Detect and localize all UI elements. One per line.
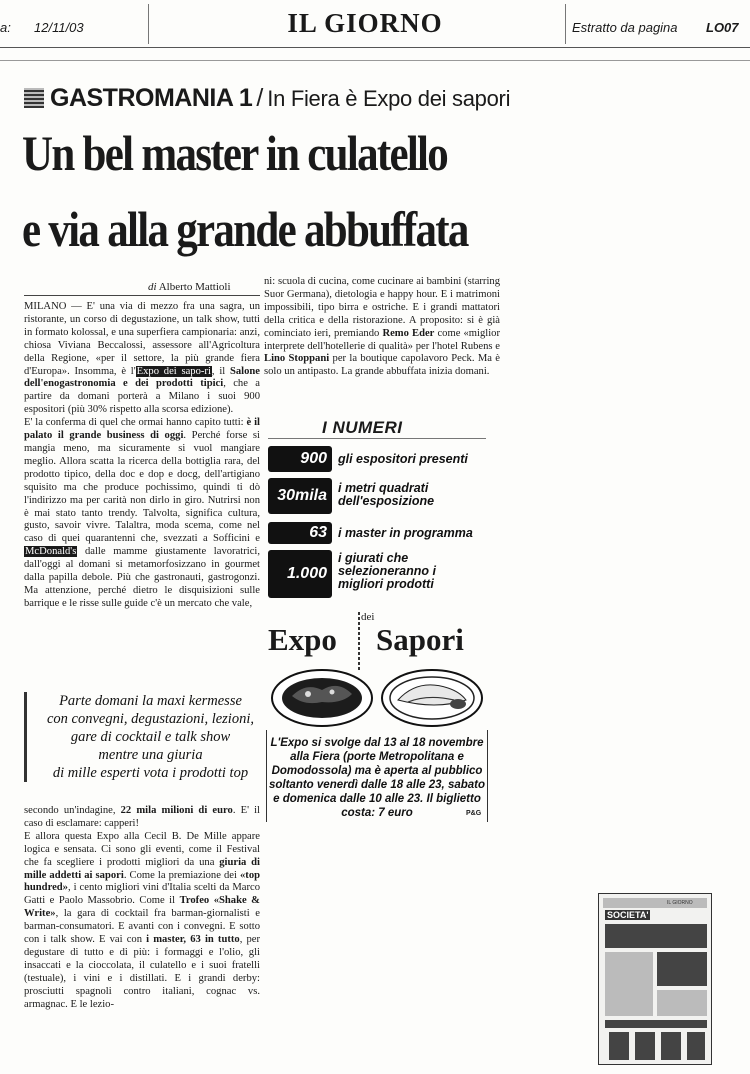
- number-caption: i master in programma: [338, 526, 473, 540]
- paragraph: [24, 417, 260, 611]
- byline: [148, 281, 231, 293]
- header-rule: [0, 47, 750, 48]
- ad-title-sapori: Sapori: [376, 622, 464, 657]
- highlighted-text: McDonald's: [25, 546, 77, 558]
- thumbnail-photo: [609, 1032, 629, 1060]
- text-run: E allora questa Expo alla Cecil B. De Mille appare logica e sensata. Ci sono gli eventi, come il Festival che fa scegliere i prodotti migliori da una: [24, 830, 260, 868]
- clipping-header: [0, 0, 750, 62]
- article-column-1-continued: [24, 805, 260, 1012]
- byline-prefix: di: [148, 281, 157, 293]
- text-run: come «miglior interprete dell'hotellerie di qualità» per l'hotel Rubens e: [264, 327, 500, 352]
- paragraph: [24, 805, 260, 831]
- text-run: , il: [211, 365, 230, 377]
- text-run: , la gara di cocktail fra barman-giornalisti e barman-consumatori. E avanti con i convegni. E sotto con i talk show. E vai con: [24, 908, 260, 946]
- text-run: , che a partire da domani porterà a Milano i suoi 900 espositori (più 30% rispetto alla scorsa edizione).: [24, 378, 260, 416]
- ad-credit: P&G: [466, 810, 482, 817]
- paragraph: [264, 276, 500, 379]
- paragraph: [24, 831, 260, 1012]
- text-run: E' la conferma di quel che ormai hanno capito tutti:: [24, 417, 247, 429]
- article-column-1: [24, 301, 260, 611]
- text-run: secondo un'indagine,: [24, 805, 121, 816]
- bold-text: giuria di mille addetti ai sapori: [24, 856, 260, 881]
- number-badge: 1.000: [268, 550, 332, 598]
- bold-text: «top hundred»: [24, 869, 261, 894]
- section-marker-icon: [24, 88, 44, 108]
- bold-text: i master, 63 in tutto: [146, 934, 240, 946]
- number-badge: 30mila: [268, 478, 332, 514]
- text-run: dalle mamme giustamente lavoratrici, dall'oggi al domani si metamorfosizzano in gourmet dalla papilla debole. Più che gastronauti, gastrogonzi. Ma attenzione, perché dietro le disquisizioni sulle barrique e le risse sulle guide c'è un mercato che vale,: [24, 546, 260, 609]
- ad-title-expo: Expo: [268, 622, 337, 657]
- text-run: . E' il caso di esclamare: capperi!: [24, 805, 261, 829]
- page-thumbnail: [598, 893, 712, 1065]
- bold-text: 22 mila milioni di euro: [120, 805, 233, 816]
- number-caption: i metri quadrati dell'esposizione: [338, 481, 435, 508]
- text-run: per la boutique capolavoro Peck. Ma è solo un antipasto. La grande abbuffata inizia domani.: [264, 353, 500, 378]
- numbers-rule: [268, 438, 486, 439]
- numbers-title: I NUMERI: [322, 418, 403, 437]
- bold-text: Salone dell'enogastronomia e dei prodotti tipici: [24, 365, 260, 390]
- number-badge: 900: [268, 446, 332, 472]
- header-divider: [148, 4, 149, 44]
- page-code: LO07: [706, 20, 739, 35]
- thumbnail-paper-name: IL GIORNO: [667, 900, 693, 906]
- ad-title-dei: dei: [361, 611, 375, 623]
- plate-illustration-icon: [268, 662, 376, 730]
- date-prefix: a:: [0, 20, 11, 35]
- headline-line-2: e via alla grande abbuffata: [22, 201, 468, 257]
- pull-quote-line: mentre una giuria: [98, 747, 203, 763]
- text-run: . Perché forse si mangia meno, ma sicuramente si vuol mangiare meglio. Allora scatta la ricerca della bottiglia rara, del prodotto tipico, della doc e dop e docg, dell'artigiano squisito ma che produce pochissimo, quindi ti dò l'indirizzo ma per carità non dirlo in giro. Nutrirsi non è mai stato tanto trendy. Talvolta, significa cultura, gusto, savoir vivre. Talaltra, moda scema, come nel caso di quei quarantenni che, svezzati a Sofficini e: [24, 430, 260, 545]
- thumbnail-section-label: SOCIETA': [607, 910, 649, 920]
- pull-quote: [24, 692, 260, 782]
- bold-text: Trofeo «Shake & Write»: [24, 895, 260, 920]
- number-caption: gli espositori presenti: [338, 452, 468, 466]
- kicker-main: GASTROMANIA 1: [50, 84, 253, 112]
- bold-text: Remo Eder: [382, 327, 435, 339]
- newspaper-name: IL GIORNO: [287, 8, 443, 38]
- header-rule: [0, 60, 750, 61]
- thumbnail-headline-block: [605, 924, 707, 948]
- thumbnail-text-block: [605, 952, 653, 1016]
- highlighted-text: Expo dei sapo-ri: [136, 365, 211, 377]
- byline-rule: [24, 295, 260, 296]
- text-run: MILANO — E' una via di mezzo fra una sagra, un ristorante, un corso di degustazione, un talk show, tutti in formato kolossal, e una superfiera campionaria: anzi, chiosa Viviana Beccalossi, assessore all'Agricoltura della Regione, «per il settore, la più grande fiera d'Europa». Insomma, è l': [24, 301, 260, 377]
- kicker-subtitle: In Fiera è Expo dei sapori: [267, 86, 511, 111]
- text-run: . Come la premiazione dei: [123, 869, 240, 881]
- kicker: [24, 84, 510, 114]
- header-divider: [565, 4, 566, 44]
- thumbnail-headline-block: [605, 1020, 707, 1028]
- pull-quote-line: gare di cocktail e talk show: [70, 729, 231, 745]
- publication-date: 12/11/03: [34, 20, 84, 35]
- headline-line-1: Un bel master in culatello: [22, 125, 448, 181]
- byline-author: Alberto Mattioli: [158, 281, 231, 293]
- number-caption: i giurati che selezioneranno i migliori prodotti: [338, 551, 436, 591]
- thumbnail-numbers-block: [657, 952, 707, 986]
- thumbnail-ad-block: [657, 990, 707, 1016]
- thumbnail-photo: [661, 1032, 681, 1060]
- bold-text: Lino Stoppani: [264, 353, 330, 365]
- text-run: , per degustare di tutto e di più: i formaggi e l'olio, gli insaccati e la cioccolata, il culatello e i suoi fratelli (testuale), i vini e i distillati. E i grandi derby: prosciutti spagnoli contro italiani, cognac vs. armagnac. E le lezio-: [24, 934, 261, 1010]
- plate-illustration-icon: [378, 662, 486, 730]
- number-badge: 63: [268, 522, 332, 544]
- pull-quote-line: di mille esperti vota i prodotti top: [52, 765, 249, 781]
- pull-quote-line: Parte domani la maxi kermesse: [59, 693, 242, 709]
- kicker-separator: /: [256, 84, 264, 112]
- thumbnail-photo: [635, 1032, 655, 1060]
- thumbnail-photo: [687, 1032, 705, 1060]
- extract-label: Estratto da pagina: [572, 20, 678, 35]
- pull-quote-line: con convegni, degustazioni, lezioni,: [47, 711, 254, 727]
- article-column-2: [264, 276, 500, 379]
- ad-info-text: L'Expo si svolge dal 13 al 18 novembre alla Fiera (porte Metropolitana e Domodossola) ma è aperta al pubblico soltanto venerdì dalle 18 alle 23, sabato e domenica dalle 10 alle 23. Il biglietto costa: 7 euro: [268, 737, 486, 819]
- text-run: ni: scuola di cucina, come cucinare ai bambini (starring Suor Germana), dietologia e happy hour. E i matrimoni impossibili, tipo birra e ostriche. E i grandi mattatori della critica e della ristorazione. A proposito: si è già cominciato ieri, premiando: [264, 276, 500, 339]
- text-run: , i cento migliori vini d'Italia scelti da Marco Gatti e Paolo Massobrio. Come il: [24, 882, 260, 907]
- paragraph: [24, 301, 260, 417]
- bold-text: è il palato il grande business di oggi: [24, 417, 260, 442]
